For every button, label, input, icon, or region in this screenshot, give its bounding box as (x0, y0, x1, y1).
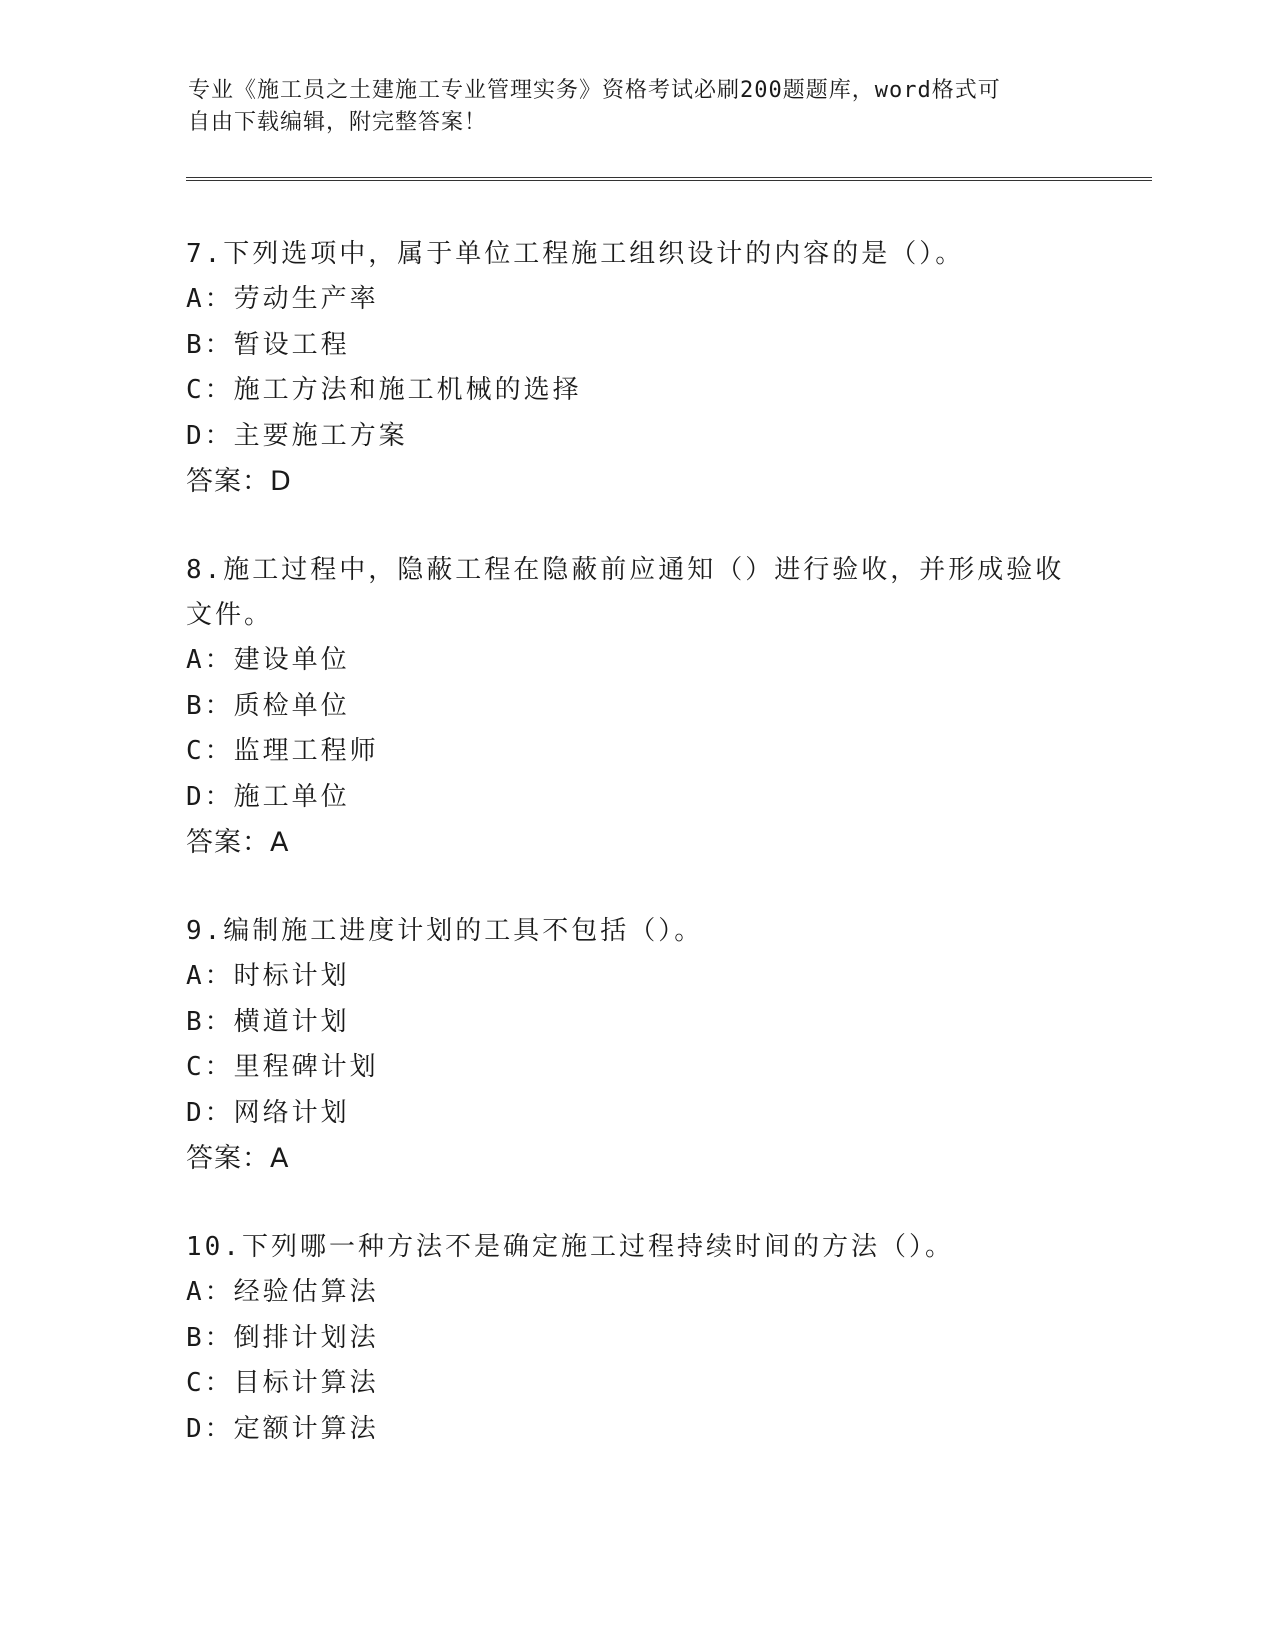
option-d: D：网络计划 (186, 1097, 350, 1128)
option-d: D：定额计算法 (186, 1413, 379, 1444)
question-stem-continued: 文件。 (186, 600, 274, 630)
option-b: B：倒排计划法 (186, 1322, 379, 1353)
question-stem: 9.编制施工进度计划的工具不包括（）。 (186, 916, 704, 946)
option-c: C：目标计算法 (186, 1368, 379, 1398)
document-header (188, 75, 1068, 139)
option-b: B：质检单位 (186, 690, 350, 721)
question-9 (186, 909, 1086, 1181)
option-b: B：暂设工程 (186, 329, 350, 360)
option-c: C：施工方法和施工机械的选择 (186, 375, 582, 405)
question-7 (186, 232, 1086, 504)
answer-label: 答案：A (186, 827, 290, 858)
answer-label: 答案：A (186, 1143, 290, 1174)
question-list (186, 232, 1086, 1496)
option-a: A：经验估算法 (186, 1277, 379, 1307)
header-title-line-2: 自由下载编辑，附完整答案！ (188, 110, 488, 135)
question-8 (186, 548, 1086, 865)
option-c: C：里程碑计划 (186, 1052, 379, 1082)
option-a: A：劳动生产率 (186, 284, 379, 314)
option-a: A：时标计划 (186, 961, 350, 991)
option-a: A：建设单位 (186, 645, 350, 675)
option-b: B：横道计划 (186, 1006, 350, 1037)
option-d: D：施工单位 (186, 781, 350, 812)
question-stem: 10.下列哪一种方法不是确定施工过程持续时间的方法（）。 (186, 1232, 954, 1262)
question-stem: 7.下列选项中，属于单位工程施工组织设计的内容的是（）。 (186, 239, 965, 269)
question-10 (186, 1225, 1086, 1452)
answer-label: 答案：D (186, 466, 292, 497)
header-title-line-1: 专业《施工员之土建施工专业管理实务》资格考试必刷200题题库，word格式可 (188, 78, 1001, 103)
option-d: D：主要施工方案 (186, 420, 408, 451)
question-stem: 8.施工过程中，隐蔽工程在隐蔽前应通知（）进行验收，并形成验收 (186, 555, 1065, 585)
header-divider (186, 177, 1152, 181)
option-c: C：监理工程师 (186, 736, 379, 766)
